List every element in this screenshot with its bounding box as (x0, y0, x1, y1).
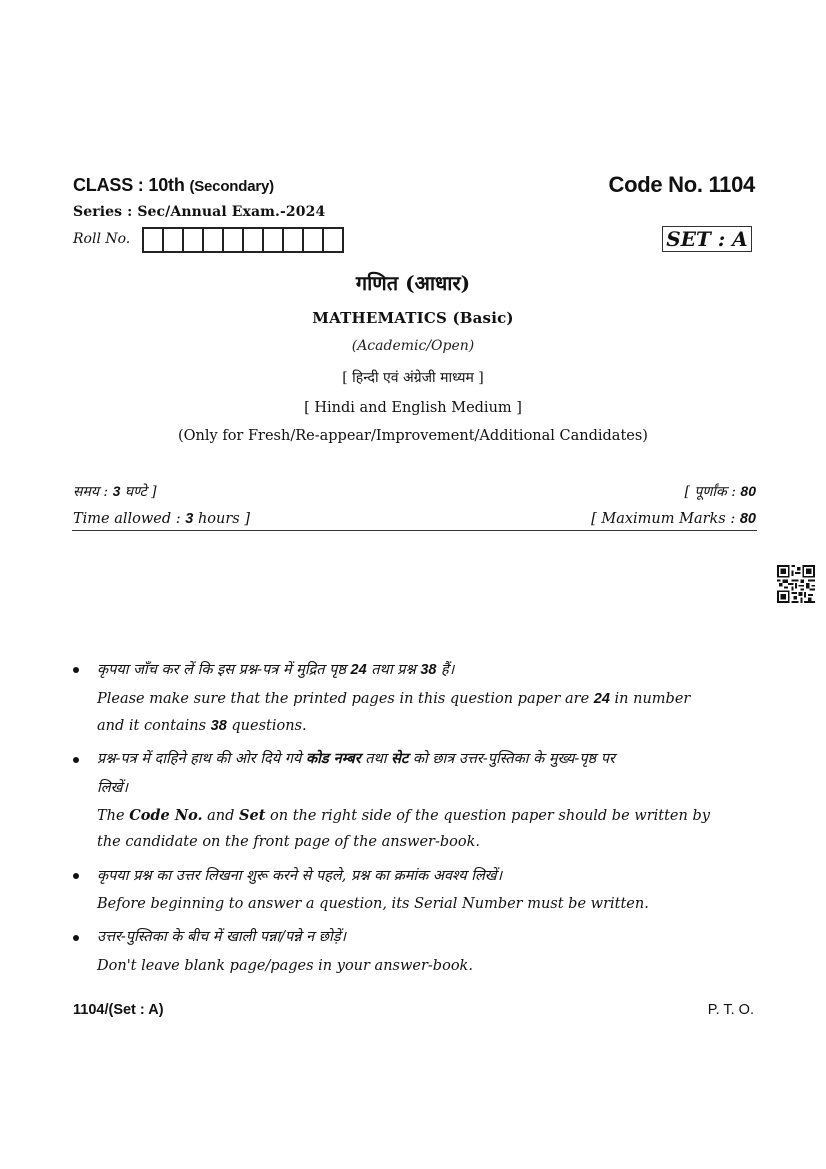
text: The (97, 808, 130, 824)
qr-code-icon (777, 565, 815, 603)
time-hindi-label: समय : (73, 484, 113, 500)
pages-count: 24 (350, 662, 367, 678)
roll-box[interactable] (244, 229, 264, 251)
roll-box[interactable] (264, 229, 284, 251)
marks-english (591, 511, 756, 527)
time-hindi-value: 3 (112, 483, 121, 499)
text: तथा (360, 751, 392, 767)
marks-english-label: [ Maximum Marks : (591, 511, 740, 527)
instruction-2-hindi-line-2: लिखें। (97, 780, 128, 796)
class-sub: (Secondary) (189, 178, 274, 195)
instruction-4-english: Don't leave blank page/pages in your answer-book. (97, 958, 473, 974)
series: Series : Sec/Annual Exam.-2024 (73, 204, 326, 220)
bullet-icon (73, 873, 79, 879)
roll-box[interactable] (144, 229, 164, 251)
bullet-icon (73, 667, 79, 673)
subject-title-hindi: गणित (आधार) (355, 271, 471, 295)
footer-pto: P. T. O. (707, 1002, 754, 1018)
divider-rule (72, 530, 757, 531)
time-english-unit: hours ] (193, 511, 251, 527)
roll-box[interactable] (224, 229, 244, 251)
text: and it contains (97, 718, 211, 734)
instruction-1-english-line-2 (97, 718, 307, 734)
set-en: Set (239, 807, 266, 824)
instruction-2-hindi-line-1 (97, 748, 615, 768)
marks-english-value: 80 (739, 511, 756, 527)
questions-count: 38 (420, 662, 437, 678)
roll-box[interactable] (324, 229, 344, 251)
text: प्रश्न-पत्र में दाहिने हाथ की ओर दिये गये (97, 751, 306, 767)
text: and (202, 808, 240, 824)
text: तथा प्रश्न (366, 662, 421, 678)
roll-box[interactable] (164, 229, 184, 251)
academic-open: (Academic/Open) (351, 338, 475, 354)
text: कृपया जाँच कर लें कि इस प्रश्न-पत्र में मुद्रित पृष्ठ (97, 662, 351, 678)
instruction-2-english-line-2: the candidate on the front page of the answer-book. (97, 834, 481, 850)
code-no-en: Code No. (129, 807, 203, 824)
questions-count: 38 (210, 718, 227, 734)
text: on the right side of the question paper should be written by (265, 808, 710, 824)
set-badge: SET : A (662, 226, 752, 252)
instruction-3-hindi: कृपया प्रश्न का उत्तर लिखना शुरू करने से पहले, प्रश्न का क्रमांक अवश्य लिखें। (97, 868, 503, 884)
marks-hindi-label: [ पूर्णांक : (684, 484, 741, 500)
footer-code-set: 1104/(Set : A) (73, 1002, 164, 1018)
roll-box[interactable] (184, 229, 204, 251)
roll-box[interactable] (304, 229, 324, 251)
time-english (73, 511, 250, 527)
bullet-icon (73, 935, 79, 941)
marks-hindi (684, 482, 756, 501)
time-hindi-unit: घण्टे ] (120, 484, 157, 500)
pages-count: 24 (593, 691, 610, 707)
instruction-1-english-line-1 (97, 691, 690, 707)
medium-hindi: [ हिन्दी एवं अंग्रेजी माध्यम ] (342, 370, 484, 386)
class-heading (73, 175, 274, 196)
roll-number-label: Roll No. (73, 231, 131, 247)
text: को छात्र उत्तर-पुस्तिका के मुख्य-पृष्ठ पर (408, 751, 615, 767)
set-hi: सेट (391, 750, 409, 767)
text: Please make sure that the printed pages in this question paper are (97, 691, 594, 707)
roll-number-boxes[interactable] (142, 227, 344, 253)
text: हैं। (436, 662, 455, 678)
instruction-4-hindi: उत्तर-पुस्तिका के बीच में खाली पन्ना/पन्ने न छोड़ें। (97, 929, 346, 945)
medium-english: [ Hindi and English Medium ] (304, 400, 522, 416)
code-number-hi: कोड नम्बर (305, 750, 361, 767)
text: questions. (226, 718, 307, 734)
candidate-type: (Only for Fresh/Re-appear/Improvement/Additional Candidates) (178, 428, 648, 444)
marks-hindi-value: 80 (740, 483, 756, 499)
bullet-icon (73, 757, 79, 763)
text: in number (609, 691, 691, 707)
roll-box[interactable] (204, 229, 224, 251)
code-number: Code No. 1104 (608, 172, 755, 197)
time-english-value: 3 (185, 511, 194, 527)
instruction-2-english-line-1 (97, 807, 710, 824)
instruction-3-english: Before beginning to answer a question, its Serial Number must be written. (97, 896, 649, 912)
class-label: CLASS : 10th (73, 175, 185, 195)
roll-box[interactable] (284, 229, 304, 251)
time-english-label: Time allowed : (73, 511, 186, 527)
subject-title-english: MATHEMATICS (Basic) (312, 309, 514, 327)
time-hindi (73, 482, 157, 501)
instruction-1-hindi (97, 659, 454, 679)
